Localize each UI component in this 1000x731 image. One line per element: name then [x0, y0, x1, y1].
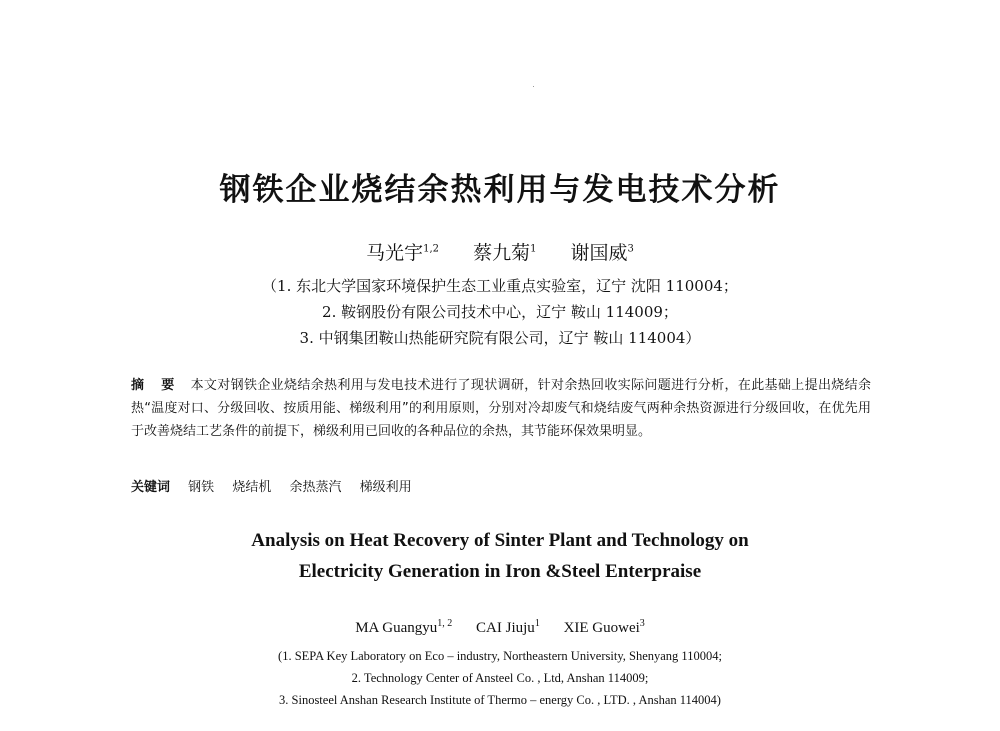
author-name: 蔡九菊 [473, 242, 531, 264]
author-affil-sup: 1,2 [423, 243, 440, 255]
title-english-line-1: Analysis on Heat Recovery of Sinter Plant and Technology on [251, 530, 749, 551]
keyword: 梯级利用 [359, 480, 412, 495]
affiliation-en-3: 3. Sinosteel Anshan Research Institute of Thermo – energy Co. , LTD. , Anshan 114004) [279, 693, 721, 707]
author-affil-sup: 1 [530, 243, 537, 255]
keyword: 钢铁 [188, 480, 215, 495]
author-name: 马光宇 [366, 242, 424, 264]
keywords-label: 关键词 [131, 480, 171, 495]
authors-chinese [0, 238, 1000, 265]
scan-speck [533, 86, 534, 87]
affiliation-cn-3: 3. 中钢集团鞍山热能研究院有限公司，辽宁 鞍山 114004） [299, 329, 701, 347]
title-english-line-2: Electricity Generation in Iron &Steel Enterpraise [298, 561, 702, 582]
affiliation-cn-2: 2. 鞍钢股份有限公司技术中心，辽宁 鞍山 114009； [322, 303, 678, 321]
keyword: 烧结机 [232, 480, 272, 495]
abstract-text: 本文对钢铁企业烧结余热利用与发电技术进行了现状调研，针对余热回收实际问题进行分析，在此基础上提出烧结余热“温度对口、分级回收、按质用能、梯级利用”的利用原则，分别对冷却废气和烧结废气两种余热资源进行分级回收，在优先用于改善烧结工艺条件的前提下，梯级利用已回收的各种品位的余热，其节能环保效果明显。 [131, 378, 871, 439]
author-cn [473, 242, 536, 264]
affiliation-en-1: (1. SEPA Key Laboratory on Eco – industry, Northeastern University, Shenyang 110004; [278, 649, 722, 663]
author-affil-sup: 1, 2 [437, 618, 453, 629]
author-en [476, 620, 540, 636]
author-affil-sup: 3 [627, 243, 634, 255]
author-en [355, 620, 452, 636]
keywords [131, 476, 426, 495]
affiliation-en-2: 2. Technology Center of Ansteel Co. , Ltd, Anshan 114009; [351, 671, 649, 685]
abstract-label: 摘 要 [131, 378, 181, 393]
author-name: XIE Guowei [563, 620, 640, 636]
author-name: MA Guangyu [355, 620, 438, 636]
title-chinese: 钢铁企业烧结余热利用与发电技术分析 [219, 172, 781, 208]
author-affil-sup: 3 [639, 618, 645, 629]
author-name: 谢国威 [570, 242, 628, 264]
author-cn [366, 242, 439, 264]
keyword: 余热蒸汽 [289, 480, 342, 495]
authors-english [0, 620, 1000, 637]
author-cn [571, 242, 634, 264]
author-name: CAI Jiuju [476, 620, 535, 636]
abstract [131, 374, 871, 443]
author-en [564, 620, 645, 636]
affiliation-cn-1: （1. 东北大学国家环境保护生态工业重点实验室，辽宁 沈阳 110004； [262, 277, 738, 295]
author-affil-sup: 1 [534, 618, 540, 629]
